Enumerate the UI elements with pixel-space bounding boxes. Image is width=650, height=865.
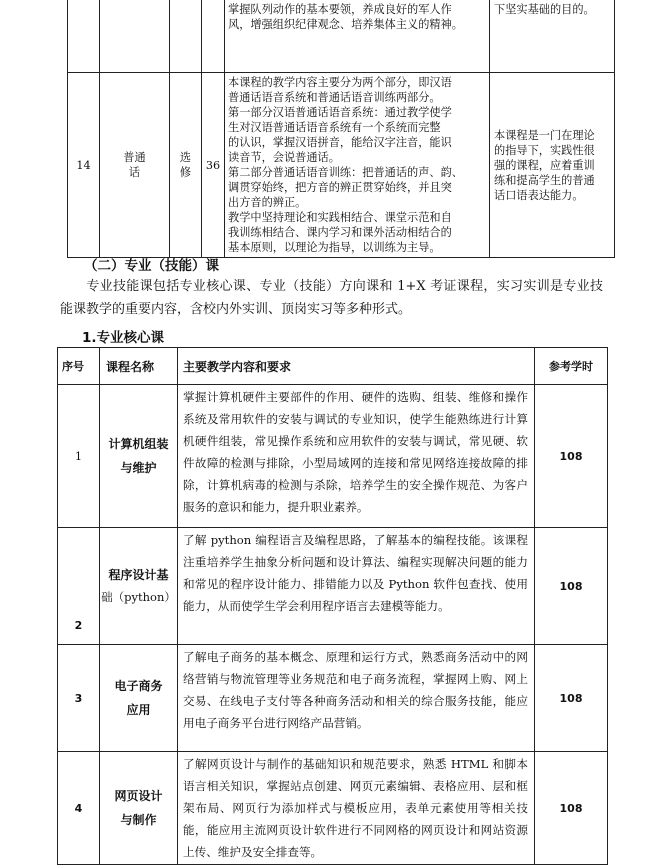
- name-line: 与维护: [120, 461, 157, 475]
- course-hours-cell: [202, 0, 225, 73]
- elective-course-table: [67, 0, 615, 258]
- content-line: 生对汉语普通话语音系统有一个系统而完整: [228, 121, 441, 134]
- table-row: [58, 528, 608, 645]
- header-content: 主要教学内容和要求: [178, 348, 535, 385]
- course-goal-cell: [490, 73, 615, 258]
- table-row: [58, 385, 608, 528]
- row-number: 1: [58, 385, 100, 528]
- goal-line: 强的课程，应着重训: [494, 158, 595, 172]
- course-name-cell: [100, 0, 170, 73]
- goal-line: 话口语表达能力。: [494, 188, 584, 202]
- content-line: 普通话语音系统和普通话语音训练两部分。: [228, 91, 441, 104]
- name-line: 电子商务: [114, 679, 163, 693]
- row-number: 4: [58, 752, 100, 865]
- course-content-cell: [225, 73, 490, 258]
- course-goal-cell: [490, 0, 615, 73]
- course-number-cell: 14: [68, 73, 100, 258]
- name-line: 普通: [123, 151, 146, 164]
- content-line: 出方音的辨正。: [228, 196, 307, 209]
- table-row: [58, 752, 608, 865]
- course-hours: 108: [535, 645, 608, 752]
- content-line: 掌握队列动作的基本要领，养成良好的军人作: [228, 3, 452, 16]
- subsection-heading: 1.专业核心课: [82, 330, 165, 346]
- course-content: 掌握计算机硬件主要部件的作用、硬件的选购、组装、维修和操作系统及常用软件的安装与调试的专业知识，使学生能熟练进行计算机硬件组装，常见操作系统和应用软件的安装与调试，常见硬、软件故障的检测与排除，小型局域网的连接和常见网络连接故障的排除，计算机病毒的检测与杀除，培养学生的安全操作规范、为客户服务的意识和能力，提升职业素养。: [178, 385, 535, 528]
- name-line: 计算机组装: [108, 437, 169, 451]
- course-name-cell: [100, 73, 170, 258]
- name-line: 网页设计: [114, 789, 163, 803]
- content-line: 我训练相结合、课内学习和课外活动相结合的: [228, 226, 452, 239]
- course-name: [100, 385, 178, 528]
- course-number-cell: [68, 0, 100, 73]
- course-hours-cell: 36: [202, 73, 225, 258]
- course-name: [100, 752, 178, 865]
- course-name: [100, 528, 178, 645]
- header-name: 课程名称: [100, 348, 178, 385]
- name-line: 与制作: [120, 813, 157, 827]
- course-hours: 108: [535, 385, 608, 528]
- name-line: 应用: [126, 703, 151, 717]
- course-type-cell: [170, 73, 202, 258]
- section-heading: （二）专业（技能）课: [84, 258, 219, 274]
- row-number: 3: [58, 645, 100, 752]
- content-line: 本课程的教学内容主要分为两个部分，即汉语: [228, 76, 452, 89]
- content-line: 教学中坚持理论和实践相结合、课堂示范和自: [228, 211, 452, 224]
- name-line: 础（python）: [101, 590, 176, 604]
- goal-line: 练和提高学生的普通: [494, 173, 595, 187]
- course-content: 了解电子商务的基本概念、原理和运行方式，熟悉商务活动中的网络营销与物流管理等业务规范和电子商务流程，掌握网上购、网上交易、在线电子支付等各种商务活动和相关的综合服务技能，能应用电子商务平台进行网络产品营销。: [178, 645, 535, 752]
- table-header-row: [58, 348, 608, 385]
- table-row: [68, 0, 615, 73]
- goal-line: 本课程是一门在理论: [494, 128, 595, 142]
- content-line: 读音节，会说普通话。: [228, 151, 340, 164]
- type-line: 修: [179, 166, 192, 179]
- table-row: [68, 73, 615, 258]
- course-content: 了解 python 编程语言及编程思路，了解基本的编程技能。该课程注重培养学生抽象分析问题和设计算法、编程实现解决问题的能力和常见的程序设计能力、排错能力以及 Python 软件包查找、使用能力，从而使学生学会利用程序语言去建模等能力。: [178, 528, 535, 645]
- content-line: 第一部分汉语普通话语音系统：通过教学使学: [228, 106, 452, 119]
- name-line: 程序设计基: [108, 568, 169, 582]
- content-line: 基本原则，以理论为指导，以训练为主导。: [228, 241, 441, 254]
- course-hours: 108: [535, 528, 608, 645]
- row-number: 2: [58, 528, 100, 645]
- paragraph-text: 专业技能课包括专业核心课、专业（技能）方向课和 1+X 考证课程，实习实训是专业技能课教学的重要内容，含校内外实训、顶岗实习等多种形式。: [60, 279, 603, 317]
- content-line: 的认识，掌握汉语拼音，能给汉字注音，能识: [228, 136, 452, 149]
- content-line: 调贯穿始终，把方音的辨正贯穿始终，并且突: [228, 181, 452, 194]
- content-line: 第二部分普通话语音训练：把普通话的声、韵、: [228, 166, 463, 179]
- goal-line: 的指导下，实践性很: [494, 143, 595, 157]
- course-hours: 108: [535, 752, 608, 865]
- table-row: [58, 645, 608, 752]
- header-hours: 参考学时: [535, 348, 608, 385]
- core-course-table: [57, 347, 608, 865]
- course-content: 了解网页设计与制作的基础知识和规范要求，熟悉 HTML 和脚本语言相关知识，掌握站点创建、网页元素编辑、表格应用、层和框架布局、网页行为添加样式与模板应用，表单元素使用等相关技能，能应用主流网页设计软件进行不同网格的网页设计和网站资源上传、维护及安全排查等。: [178, 752, 535, 865]
- content-line: 风，增强组织纪律观念、培养集体主义的精神。: [228, 18, 463, 31]
- goal-line: 下坚实基础的目的。: [494, 3, 595, 16]
- section-paragraph: [60, 275, 603, 321]
- course-name: [100, 645, 178, 752]
- course-content-cell: [225, 0, 490, 73]
- type-line: 选: [179, 151, 192, 164]
- course-type-cell: [170, 0, 202, 73]
- header-number: 序号: [58, 348, 100, 385]
- name-line: 话: [128, 166, 141, 179]
